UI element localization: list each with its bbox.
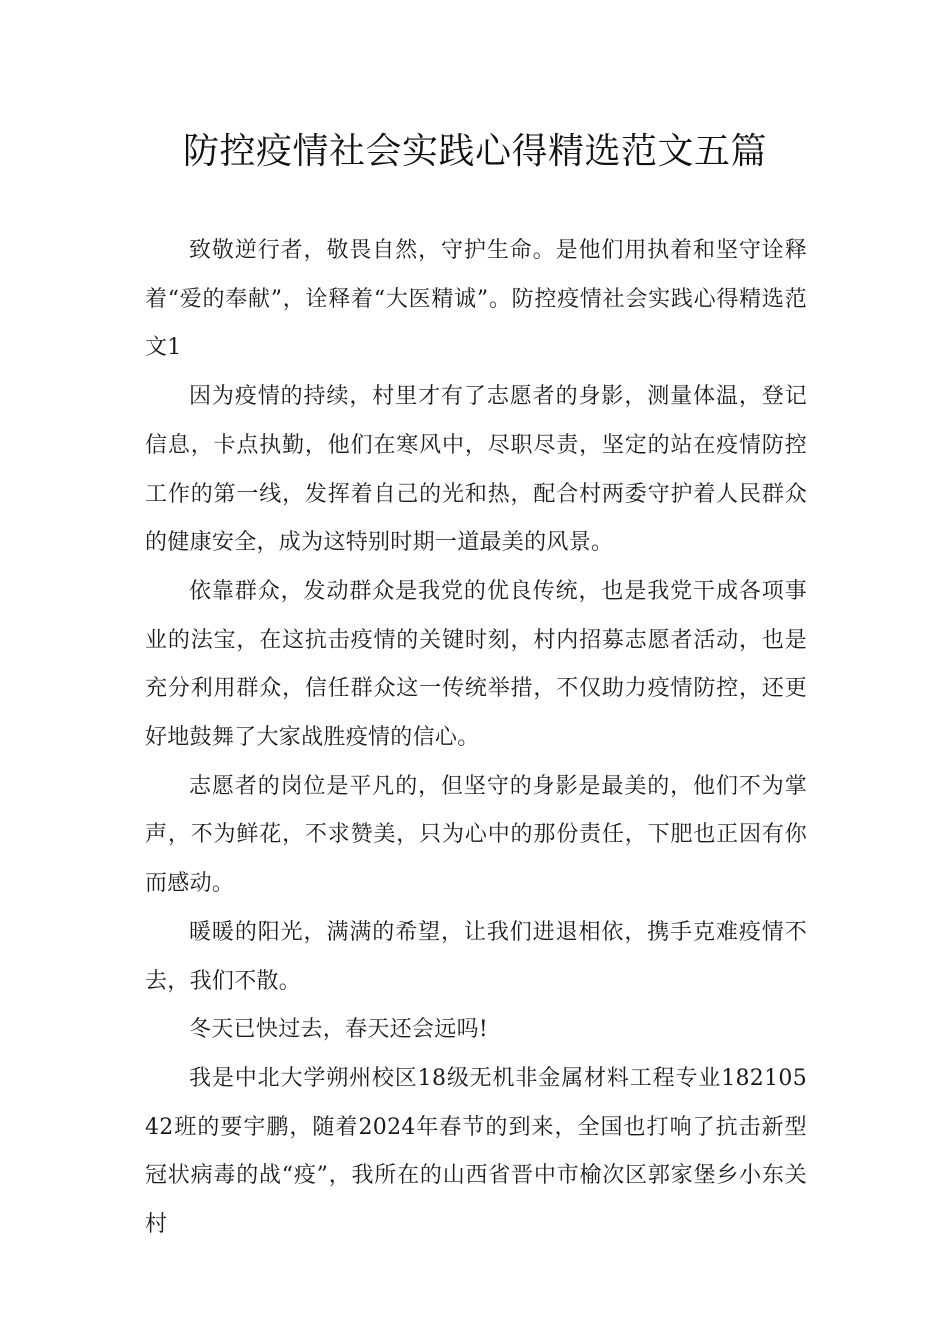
paragraph-volunteers: 因为疫情的持续，村里才有了志愿者的身影，测量体温，登记信息，卡点执勤，他们在寒风中，尽职尽责，坚定的站在疫情防控工作的第一线，发挥着自己的光和热，配合村两委守护着人民群众的健康安全，成为这特别时期一道最美的风景。	[145, 384, 807, 556]
document-title: 防控疫情社会实践心得精选范文五篇	[182, 131, 767, 172]
paragraph-posts: 志愿者的岗位是平凡的，但坚守的身影是最美的，他们不为掌声，不为鲜花，不求赞美，只为心中的那份责任，下肥也正因有你而感动。	[145, 773, 807, 897]
paragraph-masses: 依靠群众，发动群众是我党的优良传统，也是我党干成各项事业的法宝，在这抗击疫情的关键时刻，村内招募志愿者活动，也是充分利用群众，信任群众这一传统举措，不仅助力疫情防控，还更好地鼓舞了大家战胜疫情的信心。	[145, 578, 807, 751]
paragraph-intro: 致敬逆行者，敬畏自然，守护生命。是他们用执着和坚守诠释着“爱的奉献”，诠释着“大医精诚”。防控疫情社会实践心得精选范文1	[145, 238, 807, 361]
document-body	[145, 227, 807, 1250]
paragraph-student: 我是中北大学朔州校区18级无机非金属材料工程专业18210542班的要宇鹏，随着2024年春节的到来，全国也打响了抗击新型冠状病毒的战“疫”，我所在的山西省晋中市榆次区郭家堡乡小东关村	[145, 1065, 807, 1238]
paragraph-hope: 暖暖的阳光，满满的希望，让我们进退相依，携手克难疫情不去，我们不散。	[145, 919, 807, 994]
paragraph-spring: 冬天已快过去，春天还会远吗!	[189, 1017, 489, 1043]
